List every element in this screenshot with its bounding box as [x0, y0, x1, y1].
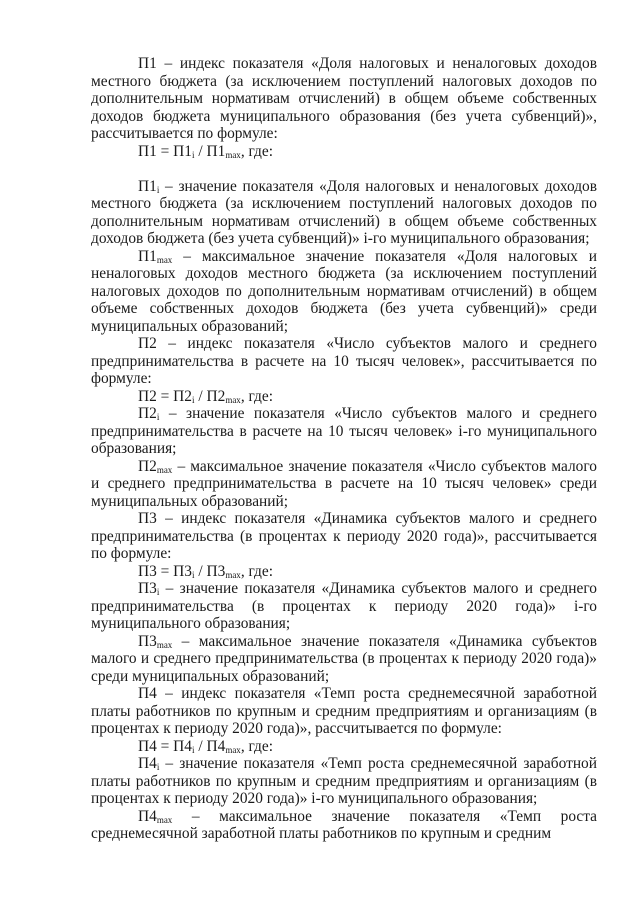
paragraph: [91, 458, 597, 511]
text-run: П3: [138, 580, 157, 597]
text-run: – значение показателя «Число субъектов малого и среднего предпринимательства в расчете на 10 тысяч человек» i-го муниципального образования;: [91, 405, 597, 457]
subscript: max: [156, 814, 173, 825]
formula-line: [91, 738, 597, 756]
text-run: , где:: [240, 737, 273, 755]
text-run: П4 – индекс показателя «Темп роста среднемесячной заработной платы работников по крупным и средним предприятиям и организациям (в процентах к периоду 2020 года)», рассчитывается по формуле:: [91, 685, 597, 737]
subscript: i: [156, 762, 160, 772]
subscript: max: [225, 744, 241, 755]
subscript: i: [156, 412, 160, 422]
text-run: / П1: [194, 142, 226, 160]
text-run: – максимальное значение показателя «Число субъектов малого и среднего предпринимательства в расчете на 10 тысяч человек» среди муниципальных образований;: [91, 457, 597, 510]
text-run: , где:: [240, 142, 273, 160]
subscript: max: [225, 394, 241, 405]
subscript: i: [192, 394, 195, 405]
text-run: П2 = П2: [138, 387, 192, 405]
paragraph: [91, 335, 597, 388]
paragraph: [91, 755, 597, 808]
text-run: – максимальное значение показателя «Темп роста среднемесячной заработной платы работников по крупным и средним: [91, 807, 597, 842]
text-run: П1: [138, 247, 157, 265]
paragraph: [91, 248, 597, 336]
text-run: / П3: [194, 562, 226, 580]
subscript: max: [225, 149, 241, 160]
paragraph: [91, 808, 597, 843]
document-page: [91, 55, 597, 843]
text-run: – максимальное значение показателя «Доля налоговых и неналоговых доходов местного бюджета (за исключением поступлений налоговых доходов по дополнительным нормативам отчислений) в общем объеме собственных доходов бюджета (без учета субвенций)» среди муниципальных образований;: [91, 247, 597, 335]
subscript: max: [156, 464, 173, 475]
paragraph: [91, 405, 597, 458]
text-run: П4: [138, 807, 157, 825]
formula-line: [91, 388, 597, 406]
subscript: i: [192, 149, 195, 160]
paragraph: [91, 633, 597, 686]
formula-line: [91, 143, 597, 161]
text-run: П3 = П3: [138, 562, 192, 580]
text-run: П1: [138, 177, 157, 195]
text-run: П1 – индекс показателя «Доля налоговых и неналоговых доходов местного бюджета (за исключением поступлений налоговых доходов по дополнительным нормативам отчислений) в общем объеме собственных доходов бюджета муниципального образования (без учета субвенций)», рассчитывается по формуле:: [91, 55, 597, 142]
paragraph: [91, 580, 597, 633]
text-run: П4 = П4: [138, 737, 192, 755]
text-run: / П4: [194, 737, 226, 755]
formula-line: [91, 563, 597, 581]
text-run: П4: [138, 755, 157, 772]
subscript: max: [156, 254, 173, 265]
paragraph: [91, 55, 597, 143]
text-run: П2: [138, 405, 157, 422]
text-run: / П2: [194, 387, 226, 405]
paragraph: [91, 685, 597, 738]
subscript: max: [225, 569, 241, 580]
subscript: i: [156, 184, 160, 195]
text-run: П2: [138, 457, 157, 475]
text-run: П3 – индекс показателя «Динамика субъектов малого и среднего предпринимательства (в процентах к периоду 2020 года)», рассчитывается по формуле:: [91, 510, 597, 562]
subscript: max: [156, 639, 173, 650]
text-run: П3: [138, 632, 157, 650]
subscript: i: [156, 587, 160, 597]
text-run: – значение показателя «Динамика субъектов малого и среднего предпринимательства (в процентах к периоду 2020 года)» i-го муниципального образования;: [91, 580, 597, 632]
subscript: i: [192, 744, 195, 755]
paragraph-gap: [91, 160, 597, 178]
text-run: , где:: [240, 562, 273, 580]
subscript: i: [192, 569, 195, 580]
paragraph: [91, 178, 597, 248]
paragraph: [91, 510, 597, 563]
text-run: П1 = П1: [138, 142, 192, 160]
text-run: , где:: [240, 387, 273, 405]
text-run: П2 – индекс показателя «Число субъектов малого и среднего предпринимательства в расчете на 10 тысяч человек», рассчитывается по формуле:: [91, 335, 597, 387]
text-run: – значение показателя «Темп роста среднемесячной заработной платы работников по крупным и средним предприятиям и организациям (в процентах к периоду 2020 года)» i-го муниципального образования;: [91, 755, 597, 807]
text-run: – максимальное значение показателя «Динамика субъектов малого и среднего предпринимательства (в процентах к периоду 2020 года)» среди муниципальных образований;: [91, 632, 597, 685]
text-run: – значение показателя «Доля налоговых и неналоговых доходов местного бюджета (за исключением поступлений налоговых доходов по дополнительным нормативам отчислений) в общем объеме собственных доходов бюджета (без учета субвенций)» i-го муниципального образования;: [91, 177, 597, 247]
